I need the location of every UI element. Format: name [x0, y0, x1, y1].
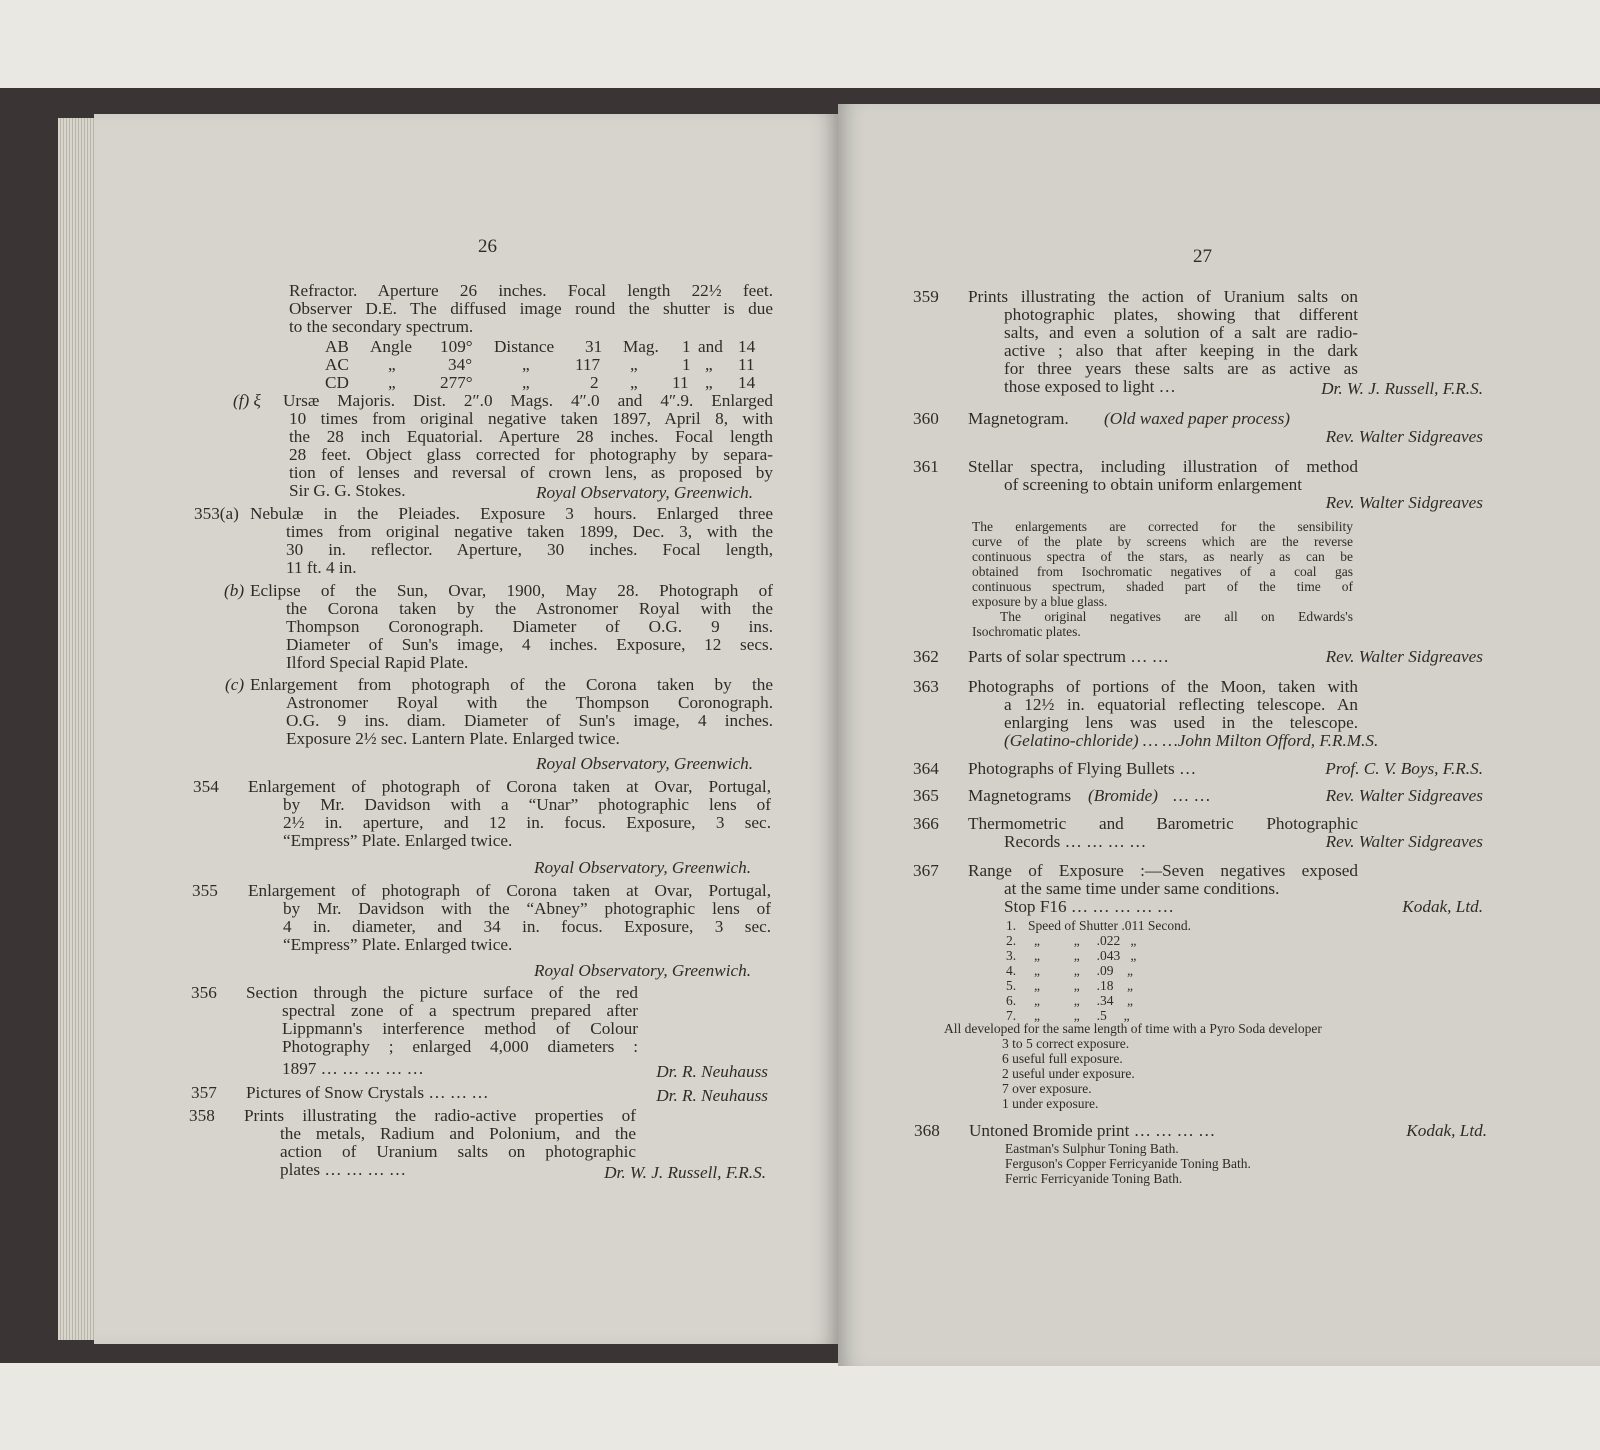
intro-line-1: Refractor. Aperture 26 inches. Focal length 22½ feet.: [289, 281, 773, 300]
entry-354-line: “Empress” Plate. Enlarged twice.: [283, 831, 513, 850]
entry-353a-line: times from original negative taken 1899, Dec. 3, with the: [286, 522, 773, 541]
intro-line-3: to the secondary spectrum.: [289, 317, 474, 336]
angle-cell: 31: [585, 337, 603, 356]
shutter-row-text: „ „ .18 „: [1034, 978, 1133, 993]
entry-363-line: Photographs of portions of the Moon, taken with: [968, 677, 1358, 696]
shutter-row-number: 2.: [1006, 933, 1017, 948]
angle-cell: Distance: [494, 337, 555, 356]
developed-note: All developed for the same length of time with a Pyro Soda developer: [944, 1021, 1322, 1036]
entry-363-number: 363: [913, 677, 939, 696]
entry-356-line: Photography ; enlarged 4,000 diameters :: [282, 1037, 638, 1056]
entry-363-line: enlarging lens was used in the telescope.: [1004, 713, 1358, 732]
exposure-result: 1 under exposure.: [1002, 1096, 1099, 1111]
entry-368-number: 368: [914, 1121, 940, 1140]
entry-358-line: Prints illustrating the radio-active properties of: [244, 1106, 636, 1125]
entry-353b-line: the Corona taken by the Astronomer Royal with the: [286, 599, 773, 618]
angle-cell: „: [705, 355, 713, 374]
entry-356-line: 1897 … … … … …: [282, 1059, 424, 1078]
angle-cell: „: [388, 355, 396, 374]
entry-357-credit: Dr. R. Neuhauss: [656, 1086, 768, 1105]
entry-353c-line: Astronomer Royal with the Thompson Coronograph.: [286, 693, 773, 712]
angle-cell: „: [388, 373, 396, 392]
entry-364-text: Photographs of Flying Bullets …: [968, 759, 1197, 778]
exposure-result: 2 useful under exposure.: [1002, 1066, 1135, 1081]
entry-364-number: 364: [913, 759, 939, 778]
entry-360-text: Magnetogram.: [968, 409, 1069, 428]
entry-f-line: 28 feet. Object glass corrected for photography by separa-: [289, 445, 773, 464]
entry-360-number: 360: [913, 409, 939, 428]
entry-359-number: 359: [913, 287, 939, 306]
entry-367-line: Range of Exposure :—Seven negatives exposed: [968, 861, 1358, 880]
entry-f-credit: Royal Observatory, Greenwich.: [535, 483, 753, 502]
angle-cell: Mag.: [623, 337, 659, 356]
entry-360-process: (Old waxed paper process): [1104, 409, 1290, 428]
entry-353a-line: 11 ft. 4 in.: [286, 558, 357, 577]
shutter-row-number: 6.: [1006, 993, 1017, 1008]
entry-359-line: for three years these salts are as active as: [1004, 359, 1358, 378]
entry-367-stop: Stop F16 … … … … …: [1004, 897, 1174, 916]
shutter-row-text: „ „ .34 „: [1034, 993, 1133, 1008]
exposure-result: 7 over exposure.: [1002, 1081, 1092, 1096]
entry-f-line: Sir G. G. Stokes.: [289, 481, 406, 500]
entry-366-line: Records … … … …: [1004, 832, 1147, 851]
entry-359-line: Prints illustrating the action of Uranium salts on: [968, 287, 1358, 306]
shutter-row-number: 7.: [1006, 1008, 1017, 1023]
angle-cell: 14: [738, 337, 756, 356]
shutter-row-number: 5.: [1006, 978, 1017, 993]
entry-355-line: 4 in. diameter, and 34 in. focus. Exposure, 3 sec.: [283, 917, 771, 936]
left-page-number: 26: [478, 236, 497, 257]
entry-365-number: 365: [913, 786, 939, 805]
entry-f-line: the 28 inch Equatorial. Aperture 28 inches. Focal length: [289, 427, 773, 446]
entry-356-credit: Dr. R. Neuhauss: [656, 1062, 768, 1081]
entry-363-line: a 12½ in. equatorial reflecting telescope. An: [1004, 695, 1358, 714]
entry-368-text: Untoned Bromide print … … … …: [969, 1121, 1216, 1140]
angle-cell: 2: [590, 373, 599, 392]
entry-353b-line: Ilford Special Rapid Plate.: [286, 653, 469, 672]
entry-361-note-line: The original negatives are all on Edwards's: [1000, 609, 1353, 624]
entry-362-credit: Rev. Walter Sidgreaves: [1325, 647, 1483, 666]
angle-cell: and: [698, 337, 723, 356]
entry-361-line: Stellar spectra, including illustration of method: [968, 457, 1358, 476]
entry-365-dots: … …: [1172, 786, 1211, 805]
entry-361-note-line: curve of the plate by screens which are the reverse: [972, 534, 1353, 549]
toning-bath: Eastman's Sulphur Toning Bath.: [1005, 1141, 1179, 1156]
entry-359-line: photographic plates, showing that different: [1004, 305, 1358, 324]
entry-353b-line: Diameter of Sun's image, 4 inches. Exposure, 12 secs.: [286, 635, 773, 654]
entry-353a-number: 353(a): [194, 504, 239, 523]
shutter-row-text: „ „ .043 „: [1034, 948, 1137, 963]
entry-366-number: 366: [913, 814, 939, 833]
entry-361-credit: Rev. Walter Sidgreaves: [1325, 493, 1483, 512]
entry-363-credit-line: (Gelatino-chloride) … …John Milton Offord, F.R.M.S.: [1004, 731, 1379, 750]
entry-353c-line: Exposure 2½ sec. Lantern Plate. Enlarged twice.: [286, 729, 620, 748]
entry-354-credit: Royal Observatory, Greenwich.: [533, 858, 751, 877]
entry-356-line: Section through the picture surface of the red: [246, 983, 638, 1002]
entry-361-note-line: The enlargements are corrected for the sensibility: [972, 519, 1353, 534]
angle-cell: 11: [738, 355, 755, 374]
entry-366-line: Thermometric and Barometric Photographic: [968, 814, 1358, 833]
entry-f-line: tion of lenses and reversal of crown lens, as proposed by: [289, 463, 773, 482]
entry-353c-line: Enlargement from photograph of the Corona taken by the: [250, 675, 773, 694]
entry-354-line: by Mr. Davidson with a “Unar” photographic lens of: [283, 795, 771, 814]
entry-356-number: 356: [191, 983, 217, 1002]
shutter-row-text: „ „ .09 „: [1034, 963, 1133, 978]
angle-cell: 1: [682, 355, 691, 374]
shutter-row-text: „ „ .022 „: [1034, 933, 1137, 948]
entry-359-line: those exposed to light …: [1004, 377, 1176, 396]
entry-354-line: Enlargement of photograph of Corona taken at Ovar, Portugal,: [248, 777, 771, 796]
angle-cell: „: [522, 373, 530, 392]
angle-cell: „: [630, 355, 638, 374]
entry-358-line: action of Uranium salts on photographic: [280, 1142, 636, 1161]
entry-358-line: the metals, Radium and Polonium, and the: [280, 1124, 636, 1143]
entry-362-text: Parts of solar spectrum … …: [968, 647, 1169, 666]
entry-354-number: 354: [193, 777, 219, 796]
angle-cell: CD: [325, 373, 349, 392]
angle-cell: „: [705, 373, 713, 392]
angle-cell: 11: [672, 373, 689, 392]
entry-353b-number: (b): [224, 581, 245, 600]
entry-367-credit: Kodak, Ltd.: [1402, 897, 1483, 916]
shutter-row-text: „ „ .5 „: [1034, 1008, 1130, 1023]
shutter-row-number: 4.: [1006, 963, 1017, 978]
entry-361-note-line: continuous spectrum, shaded part of the time of: [972, 579, 1353, 594]
entry-353a-line: 30 in. reflector. Aperture, 30 inches. Focal length,: [286, 540, 773, 559]
entry-357-number: 357: [191, 1083, 217, 1102]
angle-cell: AC: [325, 355, 349, 374]
entry-360-credit: Rev. Walter Sidgreaves: [1325, 427, 1483, 446]
entry-368-credit: Kodak, Ltd.: [1406, 1121, 1487, 1140]
entry-353c-credit: Royal Observatory, Greenwich.: [535, 754, 753, 773]
entry-359-line: active ; also that after keeping in the dark: [1004, 341, 1358, 360]
entry-353a-line: Nebulæ in the Pleiades. Exposure 3 hours. Enlarged three: [250, 504, 773, 523]
entry-355-line: “Empress” Plate. Enlarged twice.: [283, 935, 513, 954]
entry-361-number: 361: [913, 457, 939, 476]
entry-355-line: by Mr. Davidson with the “Abney” photographic lens of: [283, 899, 771, 918]
entry-353b-line: Eclipse of the Sun, Ovar, 1900, May 28. Photograph of: [250, 581, 773, 600]
angle-cell: 109°: [440, 337, 473, 356]
exposure-result: 3 to 5 correct exposure.: [1002, 1036, 1130, 1051]
angle-cell: „: [522, 355, 530, 374]
shutter-row-number: 3.: [1006, 948, 1017, 963]
entry-353b-line: Thompson Coronograph. Diameter of O.G. 9 ins.: [286, 617, 773, 636]
angle-cell: 277°: [440, 373, 473, 392]
entry-367-number: 367: [913, 861, 939, 880]
angle-cell: AB: [325, 337, 349, 356]
angle-cell: „: [630, 373, 638, 392]
entry-355-line: Enlargement of photograph of Corona taken at Ovar, Portugal,: [248, 881, 771, 900]
shutter-row-number: 1.: [1006, 918, 1017, 933]
entry-358-line: plates … … … …: [280, 1160, 407, 1179]
angle-cell: 117: [575, 355, 601, 374]
entry-362-number: 362: [913, 647, 939, 666]
entry-365-process: (Bromide): [1088, 786, 1158, 805]
entry-356-line: spectral zone of a spectrum prepared after: [282, 1001, 638, 1020]
angle-cell: Angle: [370, 337, 413, 356]
entry-355-number: 355: [192, 881, 218, 900]
entry-361-note-line: continuous spectra of the stars, as nearly as can be: [972, 549, 1353, 564]
entry-f-line: Ursæ Majoris. Dist. 2″.0 Mags. 4″.0 and 4″.9. Enlarged: [283, 391, 773, 410]
right-page-number: 27: [1193, 246, 1212, 267]
entry-365-credit: Rev. Walter Sidgreaves: [1325, 786, 1483, 805]
entry-359-line: salts, and even a solution of a salt are radio-: [1004, 323, 1358, 342]
angle-cell: 1: [682, 337, 691, 356]
angle-cell: 14: [738, 373, 756, 392]
entry-361-note-line: exposure by a blue glass.: [972, 594, 1108, 609]
toning-bath: Ferric Ferricyanide Toning Bath.: [1005, 1171, 1183, 1186]
entry-354-line: 2½ in. aperture, and 12 in. focus. Exposure, 3 sec.: [283, 813, 771, 832]
entry-367-line: at the same time under same conditions.: [1004, 879, 1280, 898]
toning-bath: Ferguson's Copper Ferricyanide Toning Bath.: [1005, 1156, 1251, 1171]
intro-line-2: Observer D.E. The diffused image round the shutter is due: [289, 299, 773, 318]
entry-361-note-line: obtained from Isochromatic negatives of a coal gas: [972, 564, 1353, 579]
entry-356-line: Lippmann's interference method of Colour: [282, 1019, 638, 1038]
entry-361-note-line: Isochromatic plates.: [972, 624, 1081, 639]
entry-355-credit: Royal Observatory, Greenwich.: [533, 961, 751, 980]
angle-cell: 34°: [448, 355, 473, 374]
entry-353c-line: O.G. 9 ins. diam. Diameter of Sun's image, 4 inches.: [286, 711, 773, 730]
entry-366-credit: Rev. Walter Sidgreaves: [1325, 832, 1483, 851]
exposure-result: 6 useful full exposure.: [1002, 1051, 1123, 1066]
entry-364-credit: Prof. C. V. Boys, F.R.S.: [1325, 759, 1483, 778]
entry-f-line: 10 times from original negative taken 1897, April 8, with: [289, 409, 773, 428]
entry-353c-number: (c): [225, 675, 245, 694]
entry-357-text: Pictures of Snow Crystals … … …: [246, 1083, 489, 1102]
entry-f-label: (f) ξ: [233, 391, 261, 410]
shutter-row-text: Speed of Shutter .011 Second.: [1028, 918, 1191, 933]
entry-358-number: 358: [189, 1106, 215, 1125]
entry-358-credit: Dr. W. J. Russell, F.R.S.: [604, 1163, 766, 1182]
entry-365-text: Magnetograms: [968, 786, 1072, 805]
entry-361-line: of screening to obtain uniform enlargement: [1004, 475, 1302, 494]
entry-359-credit: Dr. W. J. Russell, F.R.S.: [1321, 379, 1483, 398]
